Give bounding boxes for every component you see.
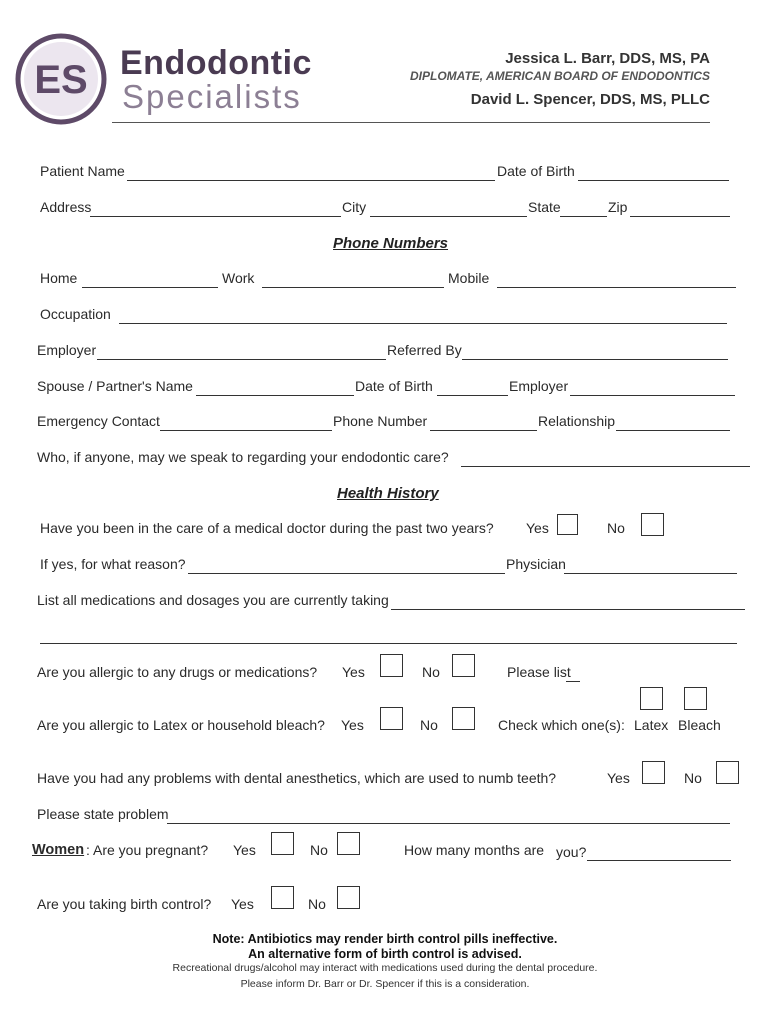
spouse-dob-label: Date of Birth: [355, 378, 433, 394]
anesthetic-no-label: No: [684, 770, 702, 786]
practice-logo: [15, 33, 107, 125]
header-divider: [112, 122, 710, 123]
phone-numbers-heading: Phone Numbers: [333, 235, 449, 252]
if-yes-reason-label: If yes, for what reason?: [40, 556, 186, 572]
employer-field[interactable]: [97, 359, 386, 360]
bleach-label: Bleach: [678, 717, 721, 733]
doctor-care-question: Have you been in the care of a medical doctor during the past two years?: [40, 520, 494, 536]
zip-label: Zip: [608, 199, 628, 215]
note-line-4: Please inform Dr. Barr or Dr. Spencer if this is a consideration.: [240, 978, 530, 990]
pregnant-yes-label: Yes: [233, 842, 256, 858]
anesthetic-question: Have you had any problems with dental anesthetics, which are used to numb teeth?: [37, 770, 557, 786]
pregnant-no-checkbox[interactable]: [337, 832, 360, 855]
doctor-care-yes-checkbox[interactable]: [557, 514, 578, 535]
latex-bleach-yes-label: Yes: [341, 717, 364, 733]
pregnant-no-label: No: [310, 842, 328, 858]
please-list-label: Please list: [507, 664, 571, 680]
birth-control-no-label: No: [308, 896, 326, 912]
latex-bleach-no-checkbox[interactable]: [452, 707, 475, 730]
birth-control-question: Are you taking birth control?: [37, 896, 212, 912]
who-speak-field[interactable]: [461, 466, 750, 467]
doctor-care-yes-label: Yes: [526, 520, 549, 536]
anesthetic-no-checkbox[interactable]: [716, 761, 739, 784]
spouse-employer-label: Employer: [509, 378, 569, 394]
work-phone-field[interactable]: [262, 287, 444, 288]
phone-number-label: Phone Number: [333, 413, 428, 429]
referred-by-label: Referred By: [387, 342, 462, 358]
referred-by-field[interactable]: [462, 359, 728, 360]
how-many-months-label: How many months are: [404, 842, 545, 858]
doctor1-title: DIPLOMATE, AMERICAN BOARD OF ENDODONTICS: [410, 69, 710, 83]
latex-bleach-no-label: No: [420, 717, 438, 733]
logo-letters: ES: [34, 58, 88, 102]
address-label: Address: [40, 199, 92, 215]
latex-bleach-question: Are you allergic to Latex or household bleach?: [37, 717, 325, 733]
health-history-heading: Health History: [337, 485, 439, 502]
occupation-label: Occupation: [40, 306, 111, 322]
please-list-field[interactable]: [566, 681, 580, 682]
occupation-field[interactable]: [119, 323, 727, 324]
relationship-label: Relationship: [538, 413, 616, 429]
state-problem-field[interactable]: [167, 823, 730, 824]
phone-number-field[interactable]: [430, 430, 537, 431]
allergic-drugs-no-checkbox[interactable]: [452, 654, 475, 677]
spouse-name-label: Spouse / Partner's Name: [37, 378, 193, 394]
medications-field[interactable]: [391, 609, 745, 610]
pregnant-question: : Are you pregnant?: [86, 842, 209, 858]
women-label: Women: [32, 842, 85, 858]
physician-field[interactable]: [564, 573, 737, 574]
latex-bleach-yes-checkbox[interactable]: [380, 707, 403, 730]
spouse-dob-field[interactable]: [437, 395, 508, 396]
doctor-care-no-label: No: [607, 520, 625, 536]
city-field[interactable]: [370, 216, 527, 217]
bleach-checkbox[interactable]: [684, 687, 707, 710]
emergency-contact-label: Emergency Contact: [37, 413, 160, 429]
address-field[interactable]: [90, 216, 341, 217]
if-yes-reason-field[interactable]: [188, 573, 505, 574]
pregnant-yes-checkbox[interactable]: [271, 832, 294, 855]
dob-field[interactable]: [578, 180, 729, 181]
latex-label: Latex: [634, 717, 669, 733]
brand-name-line2: Specialists: [122, 78, 302, 115]
medications-field-line2[interactable]: [40, 643, 737, 644]
city-label: City: [342, 199, 367, 215]
mobile-phone-label: Mobile: [448, 270, 490, 286]
allergic-drugs-no-label: No: [422, 664, 440, 680]
birth-control-no-checkbox[interactable]: [337, 886, 360, 909]
emergency-contact-field[interactable]: [160, 430, 332, 431]
latex-checkbox[interactable]: [640, 687, 663, 710]
zip-field[interactable]: [630, 216, 730, 217]
allergic-drugs-yes-label: Yes: [342, 664, 365, 680]
patient-name-label: Patient Name: [40, 163, 125, 179]
patient-name-field[interactable]: [127, 180, 495, 181]
note-line-3: Recreational drugs/alcohol may interact with medications used during the dental procedure.: [172, 962, 598, 974]
home-phone-label: Home: [40, 270, 78, 286]
doctor1-name: Jessica L. Barr, DDS, MS, PA: [505, 50, 710, 67]
check-which-label: Check which one(s):: [498, 717, 625, 733]
spouse-name-field[interactable]: [196, 395, 354, 396]
who-speak-label: Who, if anyone, may we speak to regarding your endodontic care?: [37, 449, 449, 465]
anesthetic-yes-checkbox[interactable]: [642, 761, 665, 784]
note-line-2: An alternative form of birth control is advised.: [248, 947, 522, 961]
state-field[interactable]: [560, 216, 607, 217]
birth-control-yes-label: Yes: [231, 896, 254, 912]
relationship-field[interactable]: [616, 430, 730, 431]
birth-control-yes-checkbox[interactable]: [271, 886, 294, 909]
state-problem-label: Please state problem: [37, 806, 169, 822]
mobile-phone-field[interactable]: [497, 287, 736, 288]
brand-name-line1: Endodontic: [120, 44, 312, 82]
doctor2-name: David L. Spencer, DDS, MS, PLLC: [470, 91, 710, 108]
work-phone-label: Work: [222, 270, 255, 286]
anesthetic-yes-label: Yes: [607, 770, 630, 786]
how-many-months-you: you?: [556, 844, 587, 860]
note-line-1: Note: Antibiotics may render birth control pills ineffective.: [212, 932, 558, 946]
months-pregnant-field[interactable]: [587, 860, 731, 861]
home-phone-field[interactable]: [82, 287, 218, 288]
dob-label: Date of Birth: [497, 163, 575, 179]
medications-label: List all medications and dosages you are currently taking: [37, 592, 389, 608]
state-label: State: [528, 199, 561, 215]
physician-label: Physician: [506, 556, 566, 572]
allergic-drugs-question: Are you allergic to any drugs or medications?: [37, 664, 318, 680]
doctor-care-no-checkbox[interactable]: [641, 513, 664, 536]
employer-label: Employer: [37, 342, 97, 358]
spouse-employer-field[interactable]: [570, 395, 735, 396]
allergic-drugs-yes-checkbox[interactable]: [380, 654, 403, 677]
